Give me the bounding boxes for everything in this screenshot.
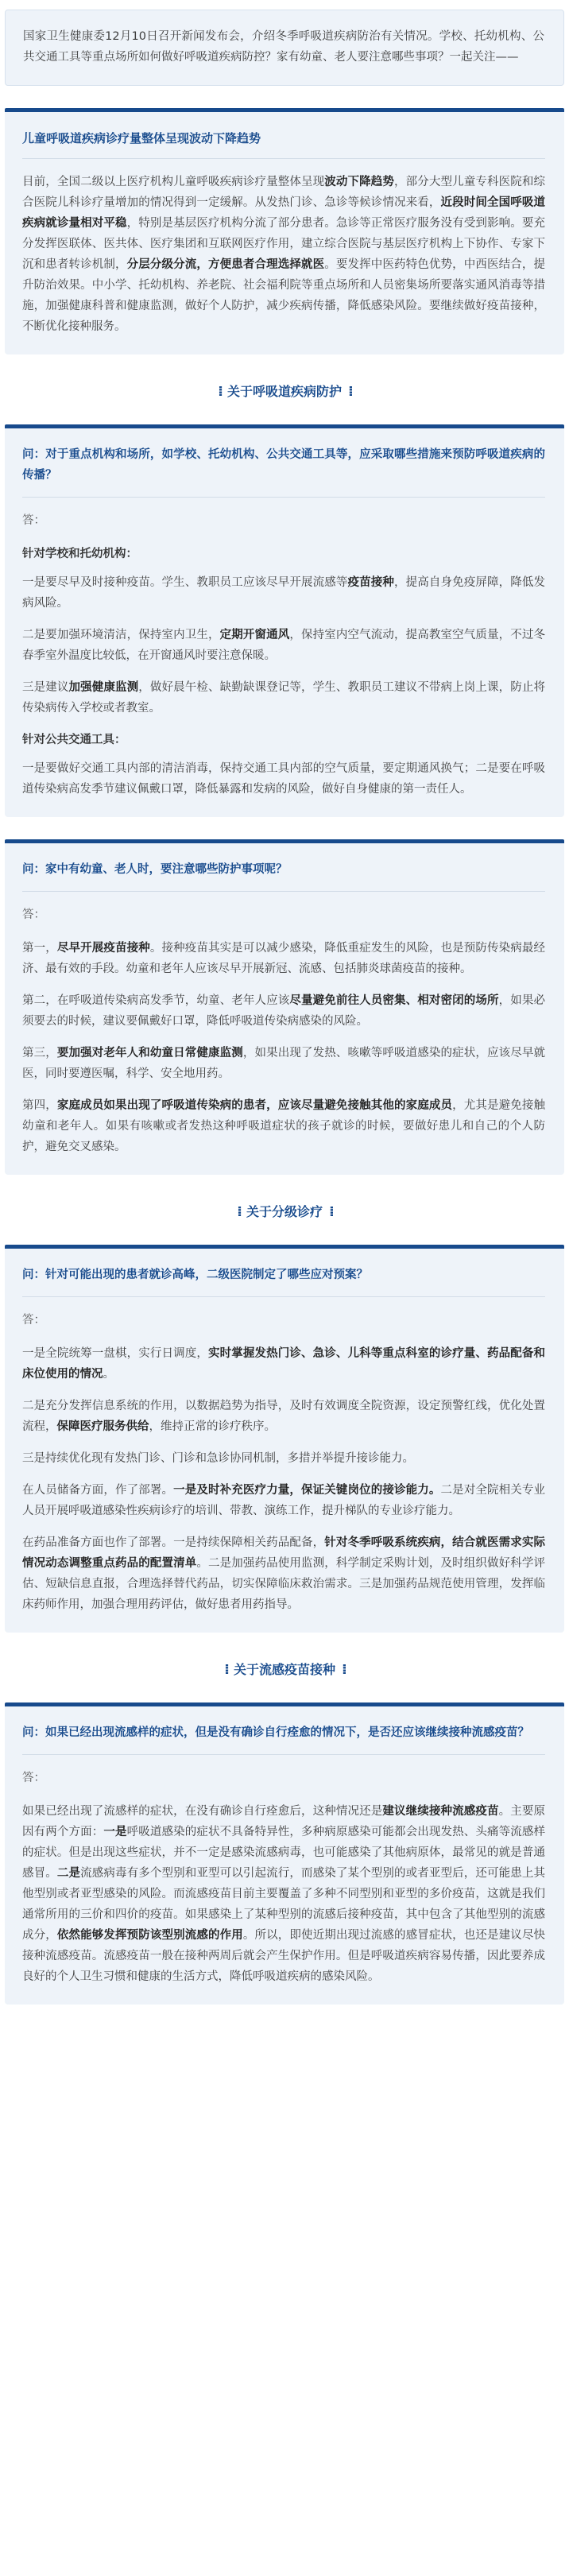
bracket-left-icon: ⁞: [218, 383, 221, 400]
question: 问：针对可能出现的患者就诊高峰，二级医院制定了哪些应对预案？: [22, 1269, 368, 1281]
answer-paragraph: 如果已经出现了流感样的症状，在没有确诊自行痊愈后，这种情况还是建议继续接种流感疫苗。主要原因有两个方面：一是呼吸道感染的症状不具备特异性，多种病原感染可能都会出现发热、头痛等流感样的症状。但是出现这些症状，并不一定是感染流感病毒，也可能感染了其他病原体，最常见的就是普通感冒。二是流感病毒有多个型别和亚型可以引起流行，而感染了某个型别的或者亚型后，还可能患上其他型别或者亚型感染的风险。而流感疫苗目前主要覆盖了多种不同型别和亚型的多价疫苗，这就是我们通常所用的三价和四价的疫苗。如果感染上了某种型别的流感后接种疫苗，其中包含了其他型别的流感成分，依然能够发挥预防该型别流感的作用。所以，即使近期出现过流感的感冒症状，也还是建议尽快接种流感疫苗。流感疫苗一般在接种两周后就会产生保护作用。但是呼吸道疾病容易传播，因此要养成良好的个人卫生习惯和健康的生活方式，降低呼吸道疾病的感染风险。: [22, 1805, 545, 1983]
qa-card-vaccine: [5, 1706, 564, 2005]
answer-paragraph: 三是持续优化现有发热门诊、门诊和急诊协同机制，多措并举提升接诊能力。: [22, 1452, 414, 1465]
qa-card-hospital: [5, 1249, 564, 1633]
answer-paragraph: 第三，要加强对老年人和幼童日常健康监测，如果出现了发热、咳嗽等呼吸道感染的症状，应该尽早就医，同时要遵医嘱，科学、安全地用药。: [22, 1047, 545, 1080]
bracket-right-icon: ⁞: [342, 1661, 345, 1678]
title-divider: [22, 158, 545, 159]
bracket-right-icon: ⁞: [329, 1203, 332, 1220]
question: 问：如果已经出现流感样的症状，但是没有确诊自行痊愈的情况下，是否还应该继续接种流感疫苗？: [22, 1726, 529, 1739]
answer-paragraph: 二是要加强环境清洁，保持室内卫生，定期开窗通风，保持室内空气流动，提高教室空气质量，不过冬春季室外温度比较低，在开窗通风时要注意保暖。: [22, 629, 545, 662]
answer-paragraph: 二是充分发挥信息系统的作用，以数据趋势为指导，及时有效调度全院资源，设定预警红线，优化处置流程，保障医疗服务供给，维持正常的诊疗秩序。: [22, 1400, 545, 1433]
answer-paragraph: 一是要尽早及时接种疫苗。学生、教职员工应该尽早开展流感等疫苗接种，提高自身免疫屏障，降低发病风险。: [22, 576, 545, 610]
qa-card-institutions: [5, 428, 564, 817]
answer-label: 答：: [22, 908, 45, 921]
answer-paragraph: 一是全院统筹一盘棋，实行日调度，实时掌握发热门诊、急诊、儿科等重点科室的诊疗量、药品配备和床位使用的情况。: [22, 1347, 545, 1381]
answer-paragraph: 一是要做好交通工具内部的清洁消毒，保持交通工具内部的空气质量，要定期通风换气；二是要在呼吸道传染病高发季节建议佩戴口罩，降低暴露和发病的风险，做好自身健康的第一责任人。: [22, 762, 545, 796]
section-title: 关于流感疫苗接种: [233, 1662, 335, 1677]
article: [0, 10, 569, 2005]
answer-label: 答：: [22, 1772, 45, 1784]
bracket-left-icon: ⁞: [237, 1203, 240, 1220]
section-title: 关于分级诊疗: [246, 1204, 323, 1219]
intro-card: [5, 10, 564, 86]
answer-label: 答：: [22, 1314, 45, 1327]
question: 问：对于重点机构和场所，如学校、托幼机构、公共交通工具等，应采取哪些措施来预防呼吸道疾病的传播？: [22, 448, 545, 482]
answer-paragraph: 第一，尽早开展疫苗接种。接种疫苗其实是可以减少感染，降低重症发生的风险，也是预防传染病最经济、最有效的手段。幼童和老年人应该尽早开展新冠、流感、包括肺炎球菌疫苗的接种。: [22, 942, 545, 975]
question: 问：家中有幼童、老人时，要注意哪些防护事项呢？: [22, 863, 288, 876]
question-divider: [22, 1296, 545, 1297]
question-divider: [22, 1754, 545, 1755]
section-header-triage: [5, 1202, 564, 1222]
trend-paragraph: 目前，全国二级以上医疗机构儿童呼吸疾病诊疗量整体呈现波动下降趋势，部分大型儿童专科医院和综合医院儿科诊疗量增加的情况得到一定缓解。从发热门诊、急诊等候诊情况来看，近段时间全国呼吸道疾病就诊量相对平稳，特别是基层医疗机构分流了部分患者。急诊等正常医疗服务没有受到影响。要充分发挥医联体、医共体、医疗集团和互联网医疗作用，建立综合医院与基层医疗机构上下协作、专家下沉和患者转诊机制，分层分级分流，方便患者合理选择就医。要发挥中医药特色优势，中西医结合，提升防治效果。中小学、托幼机构、养老院、社会福利院等重点场所和人员密集场所要落实通风消毒等措施，加强健康科普和健康监测，做好个人防护，减少疾病传播，降低感染风险。要继续做好疫苗接种，不断优化接种服务。: [22, 176, 545, 333]
subheading: 针对学校和托幼机构：: [22, 548, 137, 560]
answer-paragraph: 在人员储备方面，作了部署。一是及时补充医疗力量，保证关键岗位的接诊能力。二是对全院相关专业人员开展呼吸道感染性疾病诊疗的培训、带教、演练工作，提升梯队的专业诊疗能力。: [22, 1484, 545, 1517]
trend-title: 儿童呼吸道疾病诊疗量整体呈现波动下降趋势: [22, 131, 261, 145]
answer-paragraph: 第四，家庭成员如果出现了呼吸道传染病的患者，应该尽量避免接触其他的家庭成员，尤其是避免接触幼童和老年人。如果有咳嗽或者发热这种呼吸道症状的孩子就诊的时候，要做好患儿和自己的个人防护，避免交叉感染。: [22, 1099, 545, 1153]
section-title: 关于呼吸道疾病防护: [226, 384, 342, 399]
subheading: 针对公共交通工具：: [22, 734, 126, 746]
trend-card: [5, 112, 564, 354]
bracket-right-icon: ⁞: [348, 383, 351, 400]
section-header-vaccine: [5, 1660, 564, 1680]
question-divider: [22, 891, 545, 892]
qa-card-family: [5, 843, 564, 1175]
section-header-prevention: [5, 382, 564, 402]
answer-paragraph: 三是建议加强健康监测，做好晨午检、缺勤缺课登记等，学生、教职员工建议不带病上岗上课，防止将传染病传入学校或者教室。: [22, 681, 545, 715]
intro-text: 国家卫生健康委12月10日召开新闻发布会，介绍冬季呼吸道疾病防治有关情况。学校、托幼机构、公共交通工具等重点场所如何做好呼吸道疾病防控？家有幼童、老人要注意哪些事项？一起关注——: [23, 30, 544, 64]
answer-label: 答：: [22, 514, 45, 527]
answer-paragraph: 第二，在呼吸道传染病高发季节，幼童、老年人应该尽量避免前往人员密集、相对密闭的场所，如果必须要去的时候，建议要佩戴好口罩，降低呼吸道传染病感染的风险。: [22, 994, 545, 1028]
question-divider: [22, 497, 545, 498]
bracket-left-icon: ⁞: [224, 1661, 227, 1678]
answer-paragraph: 在药品准备方面也作了部署。一是持续保障相关药品配备，针对冬季呼吸系统疾病，结合就医需求实际情况动态调整重点药品的配置清单。二是加强药品使用监测，科学制定采购计划，及时组织做好科学评估、短缺信息直报，合理选择替代药品，切实保障临床救治需求。三是加强药品规范使用管理，发挥临床药师作用，加强合理用药评估，做好患者用药指导。: [22, 1536, 545, 1611]
